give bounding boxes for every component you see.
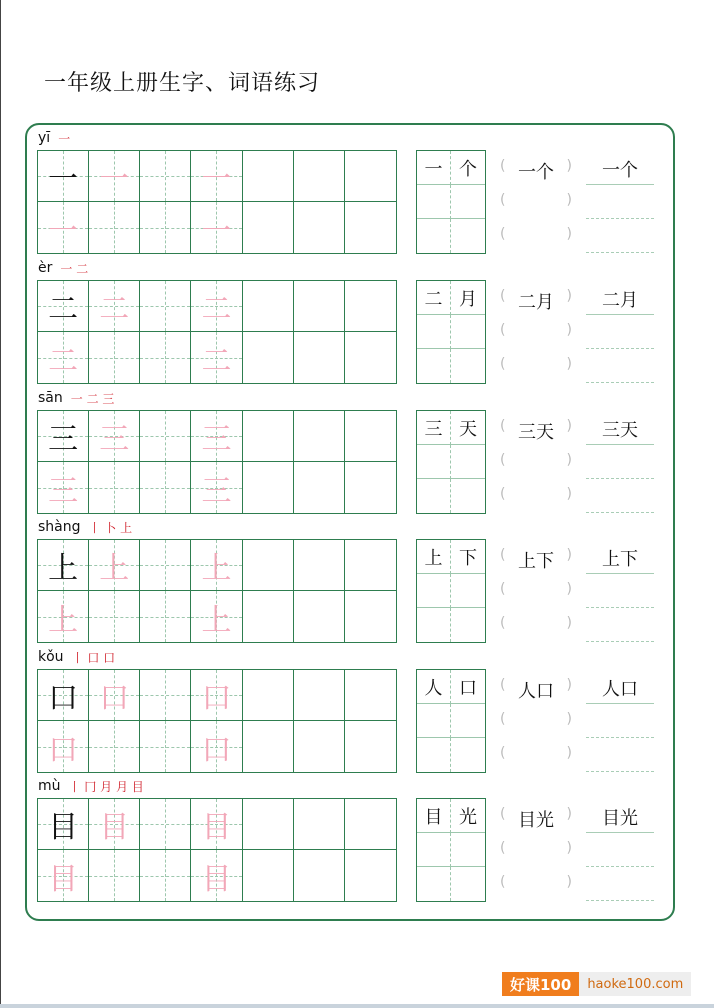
- right-bracket: ): [566, 840, 572, 856]
- trace-character: 三: [201, 422, 232, 457]
- trace-character: 目: [99, 810, 130, 845]
- writing-cell[interactable]: [140, 332, 191, 383]
- bracket-practice: [500, 286, 572, 386]
- writing-cell[interactable]: [140, 799, 191, 850]
- writing-cell[interactable]: [243, 462, 294, 513]
- writing-grid: [37, 150, 397, 254]
- left-bracket: (: [500, 677, 506, 693]
- word-cell[interactable]: 三: [417, 411, 451, 445]
- trace-character: 口: [99, 681, 130, 716]
- word-cell[interactable]: [417, 833, 451, 867]
- bracket-blank[interactable]: [500, 354, 572, 374]
- bracket-blank[interactable]: [500, 224, 572, 244]
- writing-cell[interactable]: [89, 411, 140, 462]
- trace-character: 二: [99, 292, 130, 327]
- writing-cell[interactable]: [191, 462, 242, 513]
- writing-cell[interactable]: [89, 540, 140, 591]
- left-bracket: (: [500, 226, 506, 242]
- word-grid: [416, 150, 486, 254]
- writing-grid: [37, 280, 397, 384]
- word-cell[interactable]: 人: [417, 670, 451, 704]
- trace-character: 口: [48, 732, 79, 768]
- writing-cell[interactable]: [345, 411, 396, 462]
- writing-cell[interactable]: [38, 670, 89, 721]
- right-bracket: ): [566, 677, 572, 693]
- model-character: 一: [48, 162, 79, 197]
- writing-cell[interactable]: [243, 850, 294, 901]
- right-bracket: ): [566, 745, 572, 761]
- right-bracket: ): [566, 581, 572, 597]
- bracket-word: 上下: [518, 551, 554, 572]
- writing-cell[interactable]: [38, 281, 89, 332]
- writing-cell[interactable]: [345, 281, 396, 332]
- line-word: 三天: [602, 420, 638, 441]
- page-title: 一年级上册生字、词语练习: [44, 71, 321, 96]
- writing-cell[interactable]: [294, 799, 345, 850]
- pinyin-line: [38, 258, 88, 278]
- word-cell[interactable]: [417, 219, 451, 253]
- pinyin-line: [38, 776, 144, 796]
- line-word: 目光: [602, 808, 638, 829]
- trace-character: 三: [201, 473, 232, 509]
- right-bracket: ): [566, 356, 572, 372]
- left-bracket: (: [500, 745, 506, 761]
- pinyin-line: [38, 517, 132, 537]
- writing-line[interactable]: [586, 252, 654, 253]
- line-practice: [586, 669, 654, 773]
- word-grid: [416, 669, 486, 773]
- writing-cell[interactable]: [38, 850, 89, 901]
- writing-cell[interactable]: [38, 591, 89, 642]
- word-cell[interactable]: 下: [451, 540, 485, 574]
- writing-cell[interactable]: [191, 411, 242, 462]
- bracket-practice: [500, 675, 572, 775]
- writing-cell[interactable]: [191, 799, 242, 850]
- word-cell[interactable]: [451, 479, 485, 513]
- writing-cell[interactable]: [345, 721, 396, 772]
- trace-character: 三: [99, 422, 130, 457]
- writing-cell[interactable]: [38, 721, 89, 772]
- line-word: 二月: [602, 290, 638, 311]
- writing-cell[interactable]: [140, 462, 191, 513]
- practice-row: [0, 128, 714, 258]
- writing-cell[interactable]: [191, 202, 242, 253]
- writing-cell[interactable]: [89, 721, 140, 772]
- model-character: 口: [48, 681, 79, 716]
- left-bracket: (: [500, 615, 506, 631]
- writing-cell[interactable]: [243, 202, 294, 253]
- writing-cell[interactable]: [140, 151, 191, 202]
- writing-line[interactable]: [586, 900, 654, 901]
- trace-character: 上: [48, 602, 79, 638]
- word-cell[interactable]: [417, 315, 451, 349]
- pinyin-label: shàng: [38, 519, 81, 535]
- practice-row: [0, 517, 714, 647]
- line-practice: [586, 150, 654, 254]
- left-bracket: (: [500, 452, 506, 468]
- page-bottom-bar: [0, 1004, 714, 1008]
- writing-cell[interactable]: [140, 591, 191, 642]
- bracket-blank[interactable]: [500, 450, 572, 470]
- line-practice: [586, 539, 654, 643]
- model-character: 三: [48, 422, 79, 457]
- writing-cell[interactable]: [294, 721, 345, 772]
- word-cell[interactable]: 个: [451, 151, 485, 185]
- stroke-order: 丨 口 口: [71, 650, 116, 665]
- trace-character: 上: [201, 602, 232, 638]
- bracket-blank[interactable]: [500, 484, 572, 504]
- left-bracket: (: [500, 158, 506, 174]
- bracket-practice: [500, 545, 572, 645]
- line-practice: [586, 798, 654, 902]
- right-bracket: ): [566, 806, 572, 822]
- writing-cell[interactable]: [38, 151, 89, 202]
- word-cell[interactable]: 目: [417, 799, 451, 833]
- practice-row: [0, 388, 714, 518]
- writing-cell[interactable]: [345, 670, 396, 721]
- writing-cell[interactable]: [191, 151, 242, 202]
- pinyin-label: yī: [38, 130, 51, 146]
- pinyin-label: kǒu: [38, 649, 64, 665]
- left-bracket: (: [500, 356, 506, 372]
- writing-cell[interactable]: [38, 411, 89, 462]
- right-bracket: ): [566, 288, 572, 304]
- line-word: 上下: [602, 549, 638, 570]
- model-character: 二: [48, 292, 79, 327]
- writing-line[interactable]: [586, 512, 654, 513]
- writing-cell[interactable]: [89, 281, 140, 332]
- writing-cell[interactable]: [243, 151, 294, 202]
- writing-grid: [37, 410, 397, 514]
- word-cell[interactable]: 上: [417, 540, 451, 574]
- writing-line[interactable]: [586, 607, 654, 608]
- right-bracket: ): [566, 192, 572, 208]
- trace-character: 一: [201, 213, 232, 249]
- writing-cell[interactable]: [294, 850, 345, 901]
- writing-cell[interactable]: [140, 850, 191, 901]
- left-bracket: (: [500, 322, 506, 338]
- trace-character: 三: [48, 473, 79, 509]
- word-cell[interactable]: [451, 833, 485, 867]
- practice-row: [0, 647, 714, 777]
- watermark-logo: 好课100: [502, 972, 579, 996]
- writing-cell[interactable]: [294, 202, 345, 253]
- stroke-order: 一 二: [60, 261, 89, 276]
- pinyin-label: mù: [38, 778, 61, 794]
- line-practice: [586, 280, 654, 384]
- word-cell[interactable]: [417, 479, 451, 513]
- writing-cell[interactable]: [191, 591, 242, 642]
- writing-cell[interactable]: [191, 850, 242, 901]
- writing-cell[interactable]: [89, 850, 140, 901]
- word-cell[interactable]: 光: [451, 799, 485, 833]
- writing-cell[interactable]: [294, 151, 345, 202]
- left-bracket: (: [500, 711, 506, 727]
- writing-grid: [37, 669, 397, 773]
- bracket-word: 目光: [518, 810, 554, 831]
- writing-cell[interactable]: [38, 202, 89, 253]
- writing-cell[interactable]: [89, 799, 140, 850]
- writing-line[interactable]: [586, 771, 654, 772]
- left-bracket: (: [500, 547, 506, 563]
- word-cell[interactable]: [451, 445, 485, 479]
- trace-character: 口: [201, 732, 232, 768]
- word-cell[interactable]: [417, 608, 451, 642]
- watermark-badge: [502, 972, 691, 996]
- writing-cell[interactable]: [243, 721, 294, 772]
- writing-cell[interactable]: [191, 670, 242, 721]
- writing-cell[interactable]: [243, 670, 294, 721]
- writing-cell[interactable]: [345, 462, 396, 513]
- writing-cell[interactable]: [243, 281, 294, 332]
- stroke-order: 一: [58, 131, 71, 146]
- word-cell[interactable]: [451, 349, 485, 383]
- word-cell[interactable]: [451, 574, 485, 608]
- left-bracket: (: [500, 288, 506, 304]
- writing-line[interactable]: [586, 478, 654, 479]
- bracket-word: 二月: [518, 292, 554, 313]
- right-bracket: ): [566, 158, 572, 174]
- word-cell[interactable]: [417, 574, 451, 608]
- writing-cell[interactable]: [38, 540, 89, 591]
- writing-line[interactable]: [586, 444, 654, 445]
- bracket-blank[interactable]: [500, 838, 572, 858]
- writing-cell[interactable]: [191, 721, 242, 772]
- practice-row: [0, 258, 714, 388]
- right-bracket: ): [566, 547, 572, 563]
- trace-character: 一: [201, 162, 232, 197]
- model-character: 目: [48, 810, 79, 845]
- right-bracket: ): [566, 418, 572, 434]
- bracket-word: 三天: [518, 422, 554, 443]
- right-bracket: ): [566, 615, 572, 631]
- trace-character: 二: [201, 343, 232, 379]
- right-bracket: ): [566, 322, 572, 338]
- trace-character: 目: [201, 810, 232, 845]
- left-bracket: (: [500, 486, 506, 502]
- model-character: 上: [48, 551, 79, 586]
- writing-line[interactable]: [586, 218, 654, 219]
- right-bracket: ): [566, 452, 572, 468]
- word-grid: [416, 280, 486, 384]
- writing-line[interactable]: [586, 737, 654, 738]
- bracket-blank[interactable]: [500, 709, 572, 729]
- writing-cell[interactable]: [345, 202, 396, 253]
- left-bracket: (: [500, 581, 506, 597]
- stroke-order: 丨 卜 上: [88, 520, 133, 535]
- writing-cell[interactable]: [294, 462, 345, 513]
- bracket-blank[interactable]: [500, 579, 572, 599]
- writing-cell[interactable]: [294, 670, 345, 721]
- right-bracket: ): [566, 226, 572, 242]
- writing-cell[interactable]: [243, 540, 294, 591]
- writing-cell[interactable]: [140, 281, 191, 332]
- writing-grid: [37, 798, 397, 902]
- trace-character: 二: [48, 343, 79, 379]
- word-grid: [416, 798, 486, 902]
- writing-cell[interactable]: [38, 462, 89, 513]
- left-bracket: (: [500, 874, 506, 890]
- word-cell[interactable]: 口: [451, 670, 485, 704]
- trace-character: 一: [48, 213, 79, 249]
- writing-line[interactable]: [586, 832, 654, 833]
- writing-cell[interactable]: [89, 151, 140, 202]
- writing-cell[interactable]: [345, 540, 396, 591]
- word-cell[interactable]: [451, 738, 485, 772]
- right-bracket: ): [566, 711, 572, 727]
- word-cell[interactable]: 一: [417, 151, 451, 185]
- writing-cell[interactable]: [294, 540, 345, 591]
- word-cell[interactable]: [417, 704, 451, 738]
- writing-cell[interactable]: [294, 411, 345, 462]
- writing-cell[interactable]: [345, 151, 396, 202]
- writing-cell[interactable]: [191, 332, 242, 383]
- writing-cell[interactable]: [38, 332, 89, 383]
- writing-cell[interactable]: [89, 670, 140, 721]
- writing-cell[interactable]: [140, 670, 191, 721]
- writing-cell[interactable]: [243, 799, 294, 850]
- word-cell[interactable]: 月: [451, 281, 485, 315]
- writing-cell[interactable]: [140, 202, 191, 253]
- word-grid: [416, 539, 486, 643]
- writing-cell[interactable]: [294, 281, 345, 332]
- line-word: 人口: [602, 679, 638, 700]
- writing-cell[interactable]: [345, 591, 396, 642]
- writing-cell[interactable]: [140, 411, 191, 462]
- writing-cell[interactable]: [89, 591, 140, 642]
- left-bracket: (: [500, 840, 506, 856]
- writing-cell[interactable]: [294, 591, 345, 642]
- word-cell[interactable]: [451, 315, 485, 349]
- bracket-blank[interactable]: [500, 872, 572, 892]
- trace-character: 口: [201, 681, 232, 716]
- stroke-order: 一 二 三: [70, 391, 115, 406]
- left-bracket: (: [500, 192, 506, 208]
- bracket-practice: [500, 804, 572, 904]
- writing-cell[interactable]: [140, 540, 191, 591]
- writing-cell[interactable]: [294, 332, 345, 383]
- bracket-blank[interactable]: [500, 320, 572, 340]
- bracket-blank[interactable]: [500, 190, 572, 210]
- writing-cell[interactable]: [191, 281, 242, 332]
- trace-character: 上: [201, 551, 232, 586]
- writing-cell[interactable]: [345, 850, 396, 901]
- writing-cell[interactable]: [243, 591, 294, 642]
- writing-line[interactable]: [586, 184, 654, 185]
- writing-cell[interactable]: [243, 411, 294, 462]
- left-bracket: (: [500, 418, 506, 434]
- line-word: 一个: [602, 160, 638, 181]
- writing-cell[interactable]: [243, 332, 294, 383]
- writing-line[interactable]: [586, 573, 654, 574]
- writing-cell[interactable]: [38, 799, 89, 850]
- bracket-blank[interactable]: [500, 743, 572, 763]
- trace-character: 一: [99, 162, 130, 197]
- word-cell[interactable]: 天: [451, 411, 485, 445]
- watermark-url: haoke100.com: [579, 972, 691, 996]
- right-bracket: ): [566, 874, 572, 890]
- word-cell[interactable]: [417, 867, 451, 901]
- pinyin-line: [38, 128, 70, 148]
- bracket-blank[interactable]: [500, 613, 572, 633]
- line-practice: [586, 410, 654, 514]
- left-bracket: (: [500, 806, 506, 822]
- trace-character: 目: [48, 861, 79, 897]
- word-cell[interactable]: [417, 185, 451, 219]
- writing-cell[interactable]: [89, 202, 140, 253]
- word-cell[interactable]: [451, 867, 485, 901]
- right-bracket: ): [566, 486, 572, 502]
- writing-cell[interactable]: [140, 721, 191, 772]
- writing-line[interactable]: [586, 641, 654, 642]
- writing-line[interactable]: [586, 382, 654, 383]
- pinyin-line: [38, 647, 115, 667]
- word-cell[interactable]: [417, 349, 451, 383]
- trace-character: 上: [99, 551, 130, 586]
- bracket-practice: [500, 156, 572, 256]
- writing-cell[interactable]: [345, 332, 396, 383]
- word-cell[interactable]: [451, 219, 485, 253]
- writing-line[interactable]: [586, 703, 654, 704]
- writing-cell[interactable]: [89, 462, 140, 513]
- word-cell[interactable]: 二: [417, 281, 451, 315]
- writing-cell[interactable]: [345, 799, 396, 850]
- bracket-word: 一个: [518, 162, 554, 183]
- trace-character: 目: [201, 861, 232, 897]
- writing-cell[interactable]: [191, 540, 242, 591]
- writing-line[interactable]: [586, 348, 654, 349]
- word-cell[interactable]: [451, 608, 485, 642]
- stroke-order: 丨 冂 月 月 目: [68, 779, 144, 794]
- writing-line[interactable]: [586, 314, 654, 315]
- word-grid: [416, 410, 486, 514]
- writing-line[interactable]: [586, 866, 654, 867]
- word-cell[interactable]: [417, 738, 451, 772]
- pinyin-line: [38, 388, 114, 408]
- trace-character: 二: [201, 292, 232, 327]
- word-cell[interactable]: [451, 704, 485, 738]
- bracket-practice: [500, 416, 572, 516]
- word-cell[interactable]: [417, 445, 451, 479]
- practice-row: [0, 776, 714, 906]
- writing-cell[interactable]: [89, 332, 140, 383]
- writing-grid: [37, 539, 397, 643]
- bracket-word: 人口: [518, 681, 554, 702]
- word-cell[interactable]: [451, 185, 485, 219]
- pinyin-label: sān: [38, 390, 63, 406]
- pinyin-label: èr: [38, 260, 53, 276]
